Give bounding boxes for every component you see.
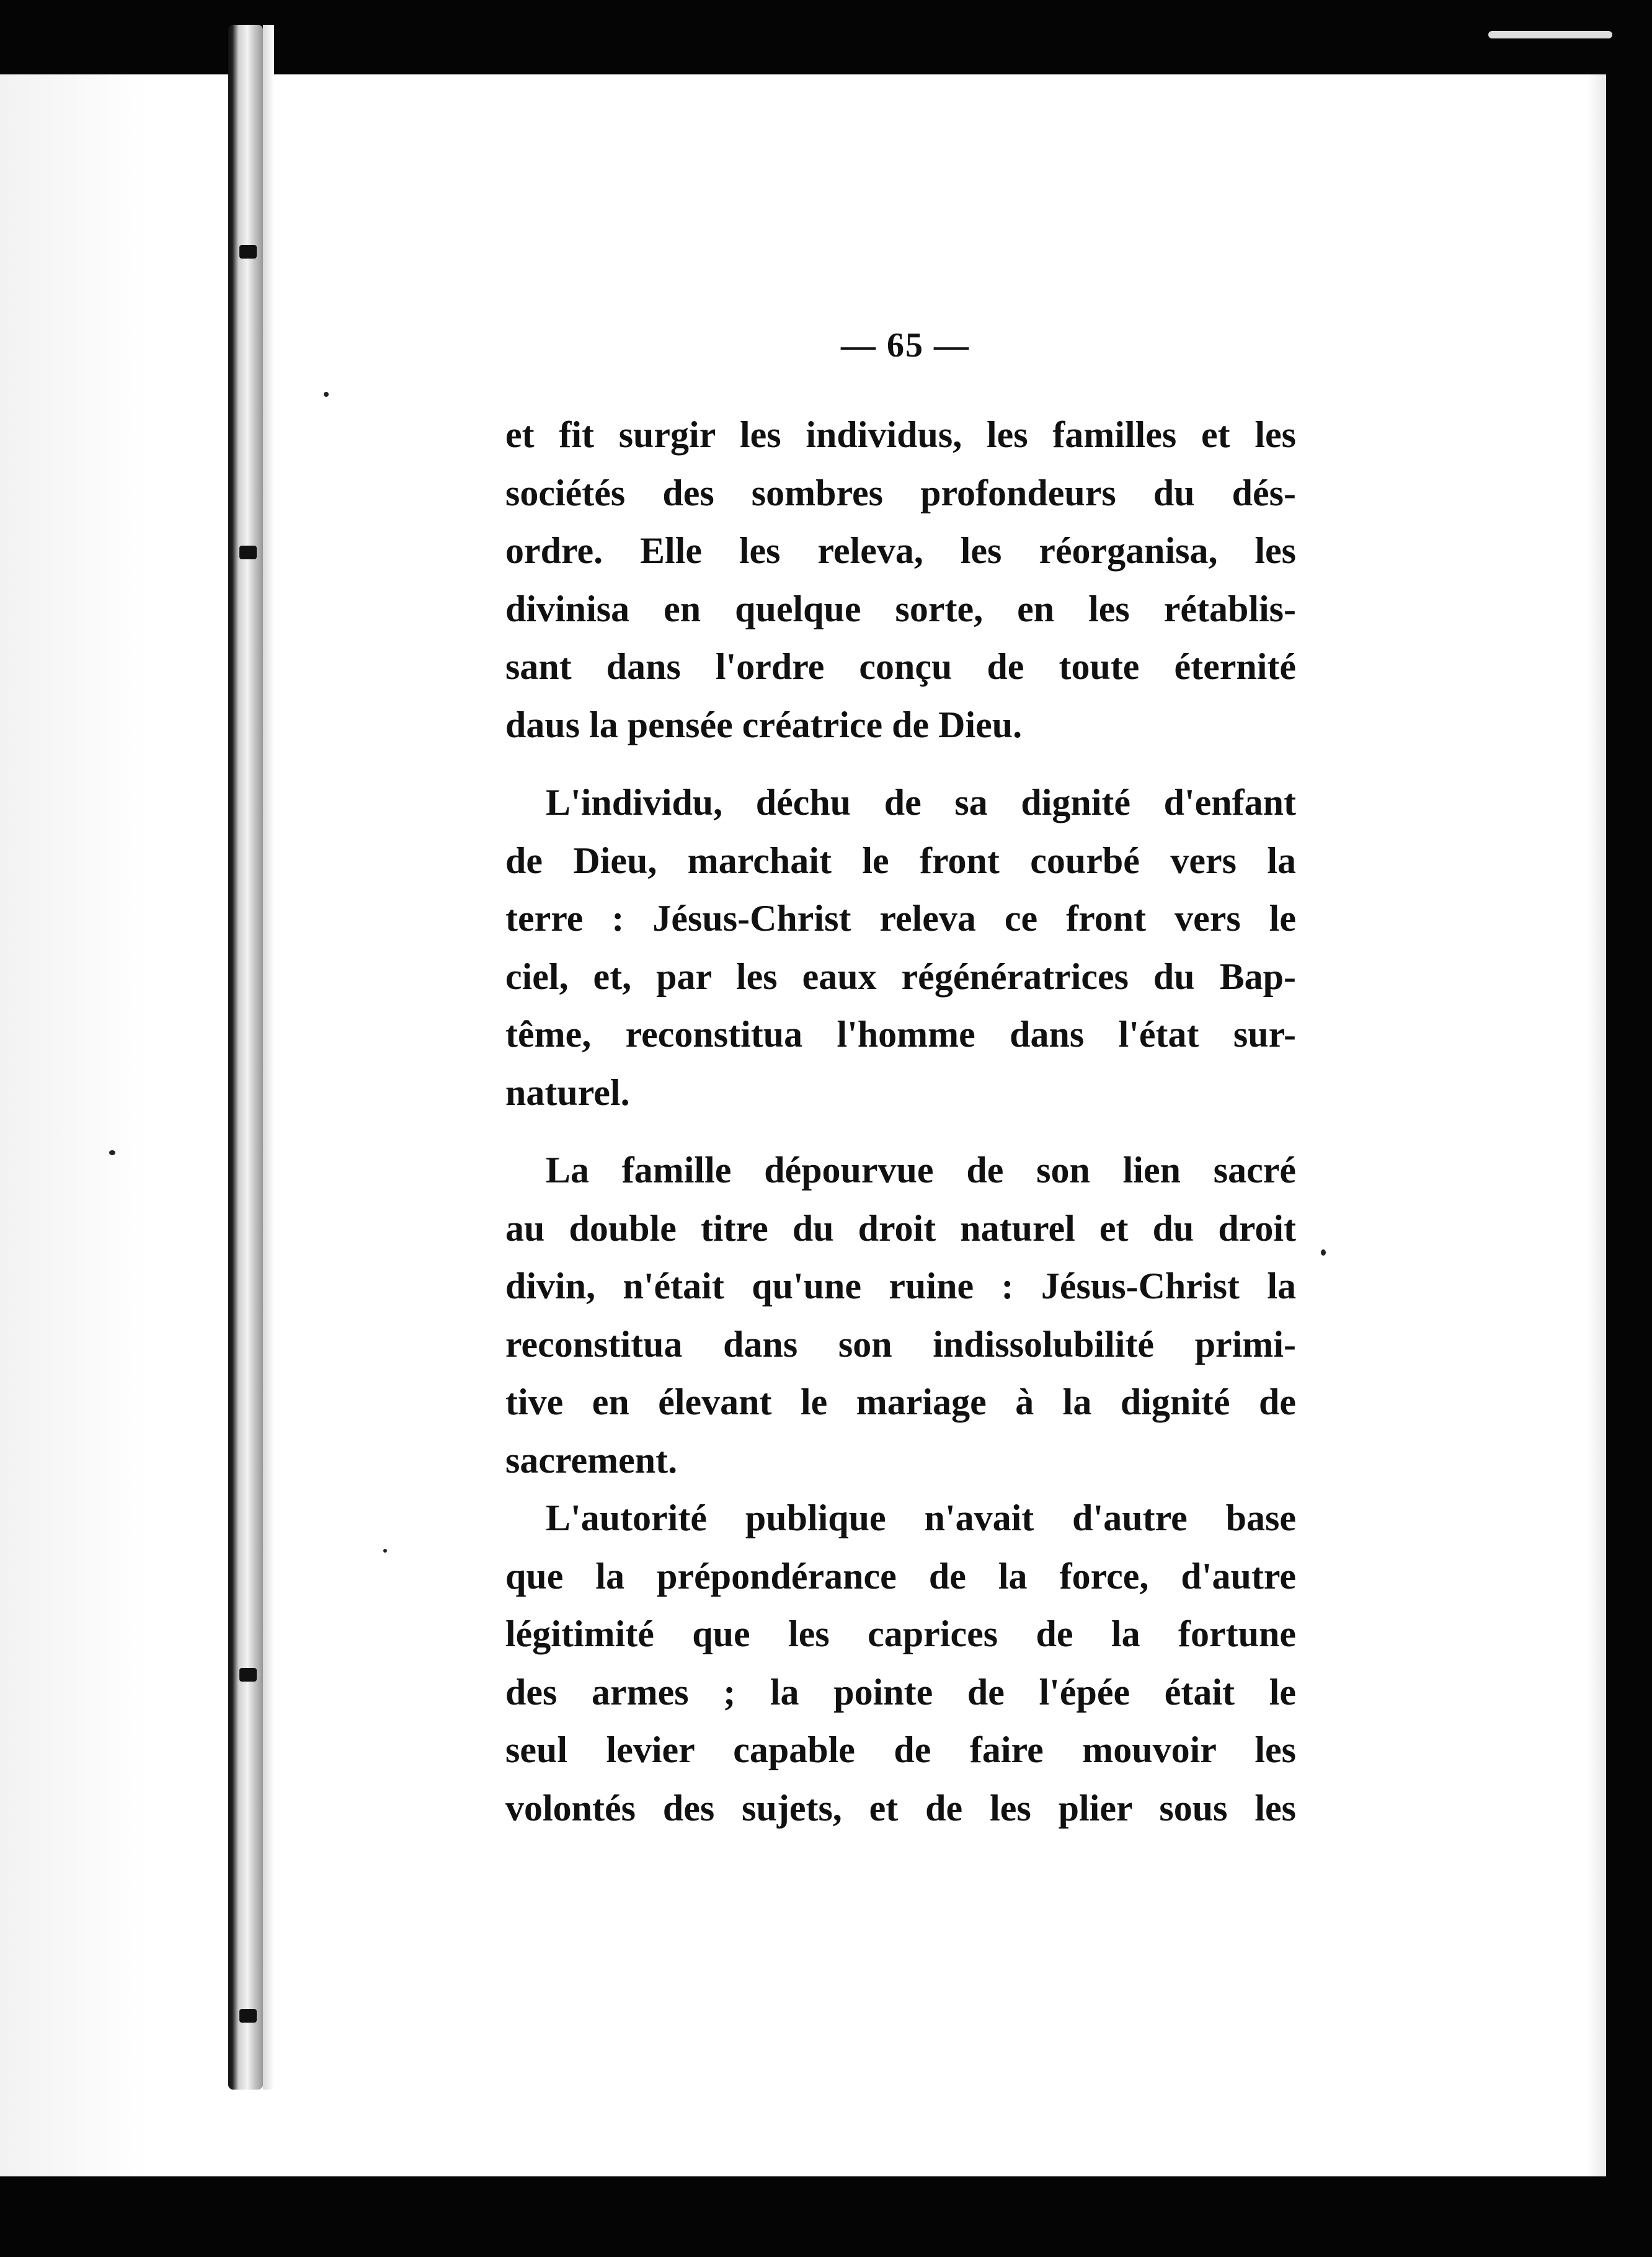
paper-speck [324,392,329,397]
text-line: reconstitua dans son indissolubilité primi- [505,1323,1296,1365]
text-line: de Dieu, marchait le front courbé vers la [505,840,1296,881]
text-line: ordre. Elle les releva, les réorganisa, les [505,530,1296,571]
page-left-edge [0,74,248,2176]
text-line: naturel. [505,1071,630,1113]
body-text [505,406,1296,1837]
text-line: sacrement. [505,1439,678,1481]
paragraph [505,774,1296,1122]
page-number: — 65 — [841,326,970,365]
text-line: au double titre du droit naturel et du droit [505,1207,1296,1249]
text-line: que la prépondérance de la force, d'autre [505,1555,1296,1597]
text-line: des armes ; la pointe de l'épée était le [505,1671,1296,1713]
paragraph [505,1142,1296,1489]
binding-stitch [239,245,257,259]
text-line: terre : Jésus-Christ releva ce front vers le [505,898,1296,939]
binding-stitch [239,546,257,559]
text-line: tive en élevant le mariage à la dignité de [505,1381,1296,1422]
paper-speck [1321,1249,1326,1256]
paragraph [505,406,1296,754]
text-line: sant dans l'ordre conçu de toute éternité [505,646,1296,687]
text-line: ciel, et, par les eaux régénératrices du Bap- [505,956,1296,997]
text-line: La famille dépourvue de son lien sacré [546,1150,1296,1191]
text-line: daus la pensée créatrice de Dieu. [505,704,1023,745]
paragraph-gap [505,754,1296,774]
text-line: volontés des sujets, et de les plier sous les [505,1787,1296,1829]
text-line: seul levier capable de faire mouvoir les [505,1729,1296,1770]
binding-stitch [239,1668,257,1682]
scan-edge-mark [1488,31,1612,38]
binding-stitch [239,2009,257,2023]
paper-speck [109,1150,115,1155]
text-line: tême, reconstitua l'homme dans l'état sur- [505,1014,1296,1055]
text-line: L'autorité publique n'avait d'autre base [546,1497,1296,1538]
text-line: L'individu, déchu de sa dignité d'enfant [546,782,1296,823]
paper-speck [383,1549,387,1553]
text-line: divin, n'était qu'une ruine : Jésus-Christ la [505,1266,1296,1306]
paragraph [505,1489,1296,1837]
page-right-edge [1588,74,1606,2176]
paragraph-gap [505,1122,1296,1142]
book-spine [228,25,263,2090]
gutter-shadow [263,25,274,2090]
text-line: divinisa en quelque sorte, en les rétablis- [505,588,1296,629]
text-line: et fit surgir les individus, les familles et les [505,414,1296,455]
text-line: sociétés des sombres profondeurs du dés- [505,472,1296,513]
text-line: légitimité que les caprices de la fortune [505,1613,1296,1654]
